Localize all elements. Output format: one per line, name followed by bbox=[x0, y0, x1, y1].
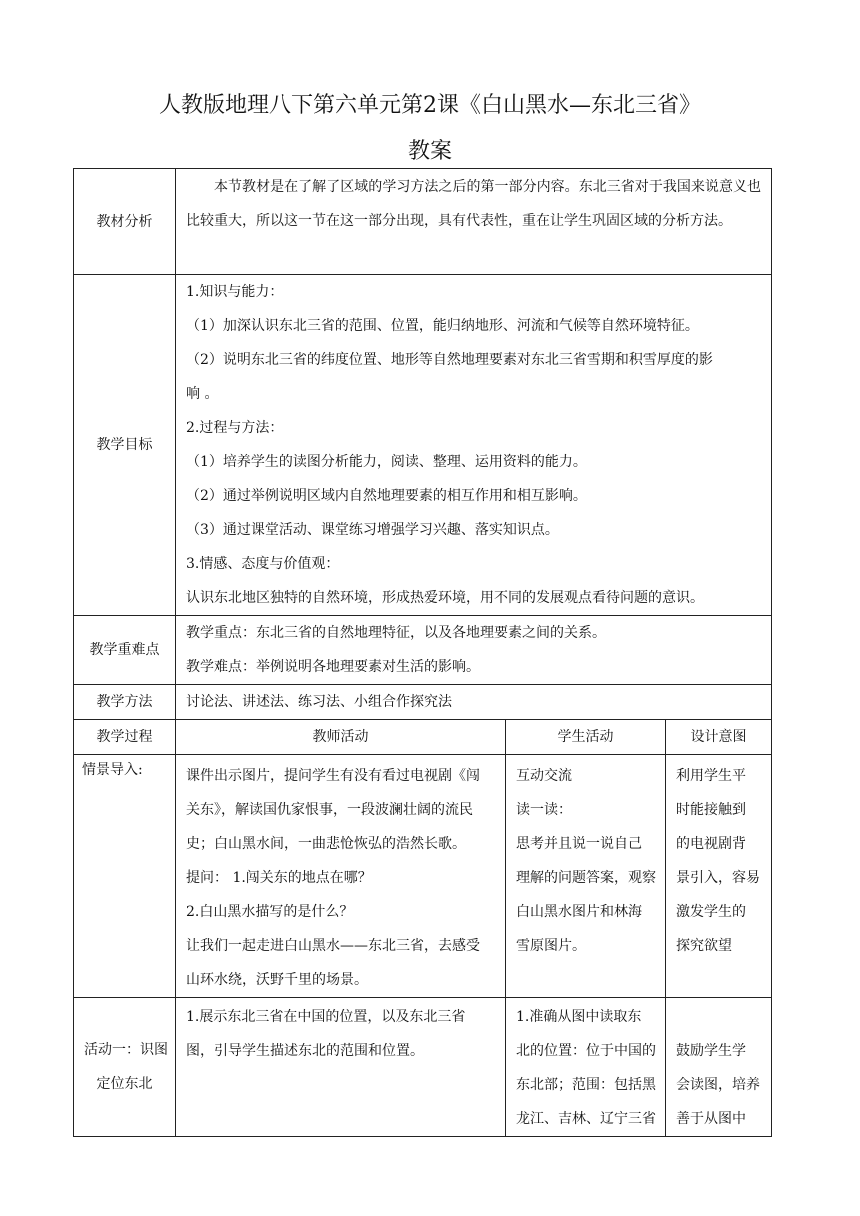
col-header-intent: 设计意图 bbox=[666, 720, 772, 755]
row-label: 教学方法 bbox=[74, 685, 176, 720]
student-line: 白山黑水图片和林海 bbox=[516, 904, 642, 920]
teacher-line: 课件出示图片，提问学生有没有看过电视剧《闯 bbox=[186, 768, 480, 784]
col-header-student: 学生活动 bbox=[506, 720, 666, 755]
goal-line: 1.知识与能力： bbox=[186, 284, 284, 300]
intent-line: 激发学生的 bbox=[676, 904, 746, 920]
goal-line: 响 。 bbox=[186, 386, 219, 402]
key-point-line: 教学重点：东北三省的自然地理特征，以及各地理要素之间的关系。 bbox=[186, 625, 606, 641]
intent-line: 景引入，容易 bbox=[676, 870, 760, 886]
intent-line: 鼓励学生学 bbox=[676, 1043, 746, 1059]
intent-line: 探究欲望 bbox=[676, 938, 732, 954]
student-line: 1.准确从图中读取东 bbox=[516, 1009, 642, 1025]
methods-text: 讨论法、讲述法、练习法、小组合作探究法 bbox=[176, 685, 772, 720]
teacher-line: 山环水绕，沃野千里的场景。 bbox=[186, 972, 368, 988]
row-material-analysis bbox=[74, 169, 772, 275]
row-teaching-goals bbox=[74, 275, 772, 616]
student-line: 思考并且说一说自己 bbox=[516, 836, 642, 852]
material-analysis-text: 本节教材是在了解了区域的学习方法之后的第一部分内容。东北三省对于我国来说意义也比较重大，所以这一节在这一部分出现，具有代表性，重在让学生巩固区域的分析方法。 bbox=[186, 179, 762, 229]
goal-line: （3）通过课堂活动、课堂练习增强学习兴趣、落实知识点。 bbox=[186, 522, 559, 538]
teacher-line: 关东》，解读国仇家恨事，一段波澜壮阔的流民 bbox=[186, 802, 473, 818]
intent-line: 会读图，培养 bbox=[676, 1077, 760, 1093]
student-line: 雪原图片。 bbox=[516, 938, 586, 954]
student-line: 理解的问题答案，观察 bbox=[516, 870, 656, 886]
document-title: 人教版地理八下第六单元第2课《白山黑水—东北三省》 bbox=[159, 93, 701, 118]
row-intro bbox=[74, 755, 772, 998]
student-line: 北的位置：位于中国的 bbox=[516, 1043, 656, 1059]
row-label: 教学重难点 bbox=[74, 616, 176, 685]
goal-line: 3.情感、态度与价值观： bbox=[186, 556, 340, 572]
goal-line: （1）培养学生的读图分析能力，阅读、整理、运用资料的能力。 bbox=[186, 454, 587, 470]
col-header-process: 教学过程 bbox=[74, 720, 176, 755]
row-process-header bbox=[74, 720, 772, 755]
goal-line: （2）通过举例说明区域内自然地理要素的相互作用和相互影响。 bbox=[186, 488, 587, 504]
teacher-line: 2.白山黑水描写的是什么？ bbox=[186, 904, 354, 920]
teacher-line: 史；白山黑水间，一曲悲怆恢弘的浩然长歌。 bbox=[186, 836, 466, 852]
student-line: 龙江、吉林、辽宁三省 bbox=[516, 1111, 656, 1127]
row-methods bbox=[74, 685, 772, 720]
student-line: 读一读： bbox=[516, 802, 572, 818]
row-activity-1 bbox=[74, 998, 772, 1137]
row-label: 教学目标 bbox=[74, 275, 176, 616]
row-label: 教材分析 bbox=[74, 169, 176, 275]
goal-line: （1）加深认识东北三省的范围、位置，能归纳地形、河流和气候等自然环境特征。 bbox=[186, 318, 699, 334]
row-key-points bbox=[74, 616, 772, 685]
intent-line: 善于从图中 bbox=[676, 1111, 746, 1127]
goal-line: 2.过程与方法： bbox=[186, 420, 284, 436]
teacher-line: 让我们一起走进白山黑水——东北三省，去感受 bbox=[186, 938, 480, 954]
document-subtitle: 教案 bbox=[407, 139, 452, 164]
goal-line: （2）说明东北三省的纬度位置、地形等自然地理要素对东北三省雪期和积雪厚度的影 bbox=[186, 352, 713, 368]
teacher-line: 图，引导学生描述东北的范围和位置。 bbox=[186, 1043, 424, 1059]
key-point-line: 教学难点：举例说明各地理要素对生活的影响。 bbox=[186, 659, 480, 675]
col-header-teacher: 教师活动 bbox=[176, 720, 506, 755]
teacher-line: 提问： 1.闯关东的地点在哪？ bbox=[186, 870, 372, 886]
student-line: 互动交流 bbox=[516, 768, 572, 784]
intent-line: 的电视剧背 bbox=[676, 836, 746, 852]
activity-label: 定位东北 bbox=[96, 1076, 153, 1092]
intent-line: 利用学生平 bbox=[676, 768, 746, 784]
goal-line: 认识东北地区独特的自然环境，形成热爱环境，用不同的发展观点看待问题的意识。 bbox=[186, 590, 704, 606]
intent-line: 时能接触到 bbox=[676, 802, 746, 818]
row-label: 情景导入: bbox=[74, 755, 176, 998]
lesson-plan-table bbox=[73, 168, 772, 1137]
teacher-line: 1.展示东北三省在中国的位置，以及东北三省 bbox=[186, 1009, 466, 1025]
student-line: 东北部；范围：包括黑 bbox=[516, 1077, 656, 1093]
activity-label: 活动一：识图 bbox=[84, 1042, 168, 1058]
